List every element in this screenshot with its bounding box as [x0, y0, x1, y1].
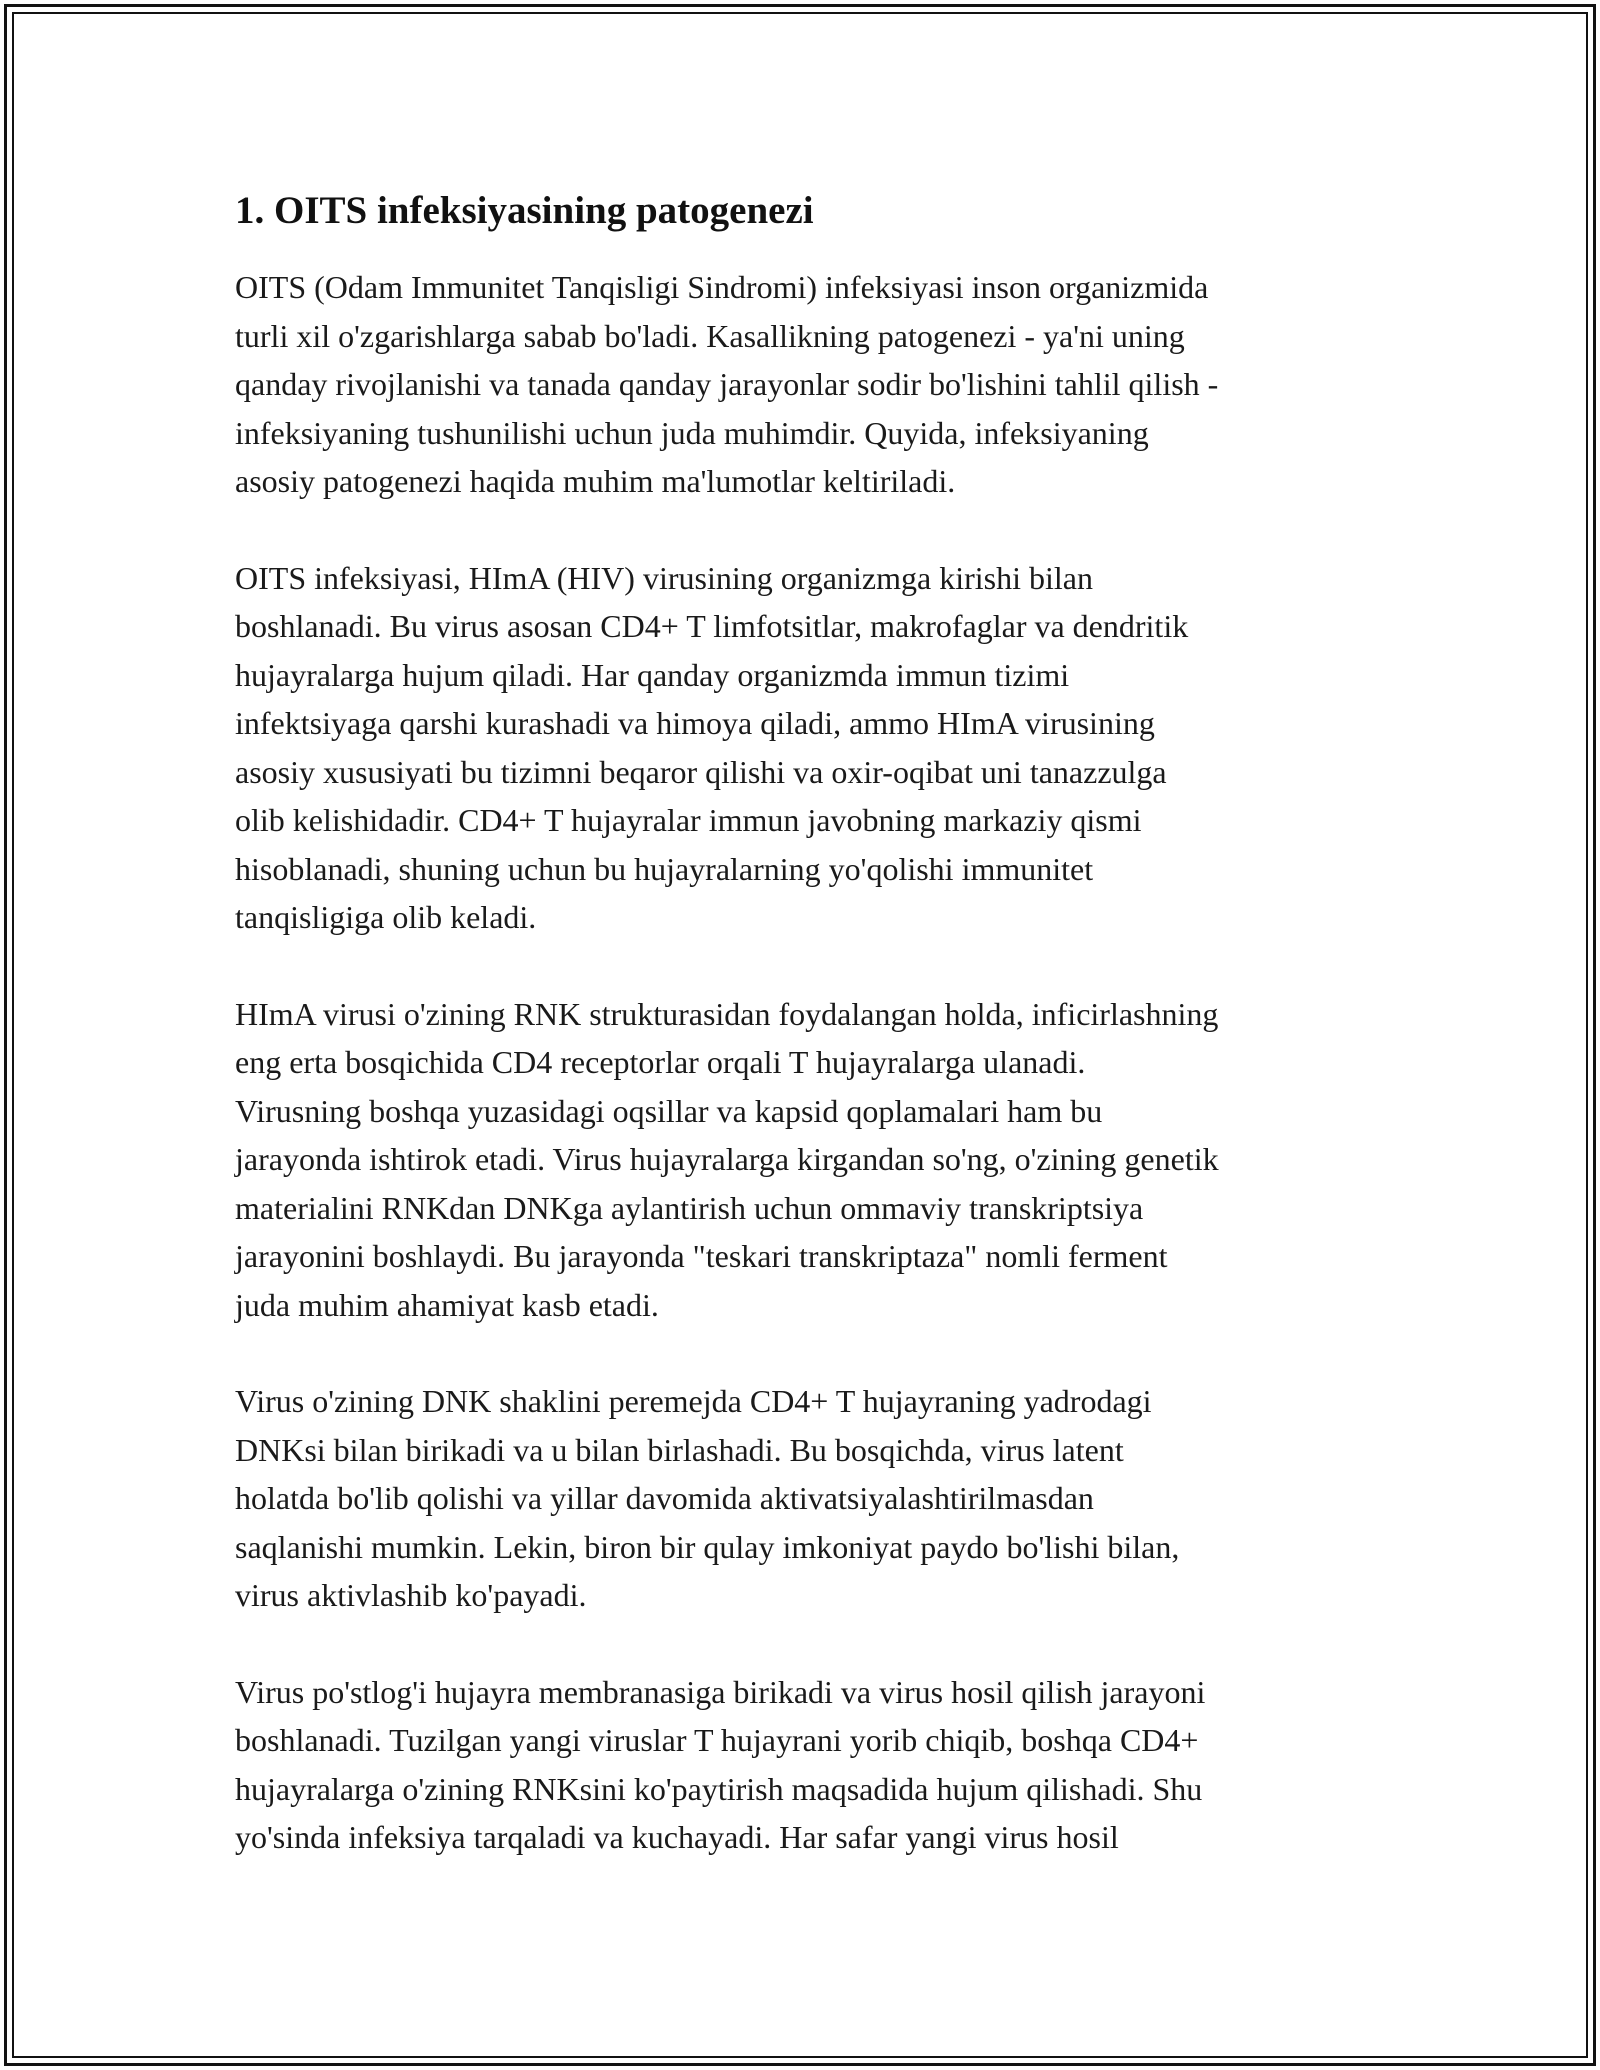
text-line: boshlanadi. Bu virus asosan CD4+ T limfotsitlar, makrofaglar va dendritik: [235, 608, 1189, 644]
paragraph-replication: [235, 1668, 1375, 1862]
text-line: DNKsi bilan birikadi va u bilan birlashadi. Bu bosqichda, virus latent: [235, 1431, 1124, 1468]
document-body: [235, 185, 1375, 1910]
text-line: tanqisligiga olib keladi.: [235, 899, 537, 935]
text-line: juda muhim ahamiyat kasb etadi.: [235, 1286, 659, 1323]
text-line: holatda bo'lib qolishi va yillar davomida aktivatsiyalashtirilmasdan: [235, 1480, 1094, 1516]
text-line: OITS (Odam Immunitet Tanqisligi Sindromi) infeksiyasi inson organizmida: [235, 269, 1209, 305]
text-line: asosiy xususiyati bu tizimni beqaror qilishi va oxir-oqibat uni tanazzulga: [235, 753, 1167, 790]
paragraph-intro: [235, 263, 1375, 506]
text-line: jarayonda ishtirok etadi. Virus hujayralarga kirgandan so'ng, o'zining genetik: [235, 1141, 1219, 1177]
paragraph-virus-entry: [235, 990, 1375, 1330]
text-line: asosiy patogenezi haqida muhim ma'lumotlar keltiriladi.: [235, 463, 956, 499]
text-line: Virus po'stlog'i hujayra membranasiga birikadi va virus hosil qilish jarayoni: [235, 1673, 1206, 1710]
text-line: hujayralarga hujum qiladi. Har qanday organizmda immun tizimi: [235, 656, 1070, 693]
text-line: boshlanadi. Tuzilgan yangi viruslar T hujayrani yorib chiqib, boshqa CD4+: [235, 1722, 1199, 1758]
text-line: Virus o'zining DNK shaklini peremejda CD4+ T hujayraning yadrodagi: [235, 1383, 1152, 1419]
text-line: OITS infeksiyasi, HImA (HIV) virusining organizmga kirishi bilan: [235, 559, 1093, 596]
text-line: saqlanishi mumkin. Lekin, biron bir qulay imkoniyat paydo bo'lishi bilan,: [235, 1528, 1180, 1565]
paragraph-infection-start: [235, 554, 1375, 942]
text-line: materialini RNKdan DNKga aylantirish uchun ommaviy transkriptsiya: [235, 1189, 1144, 1226]
text-line: eng erta bosqichida CD4 receptorlar orqali T hujayralarga ulanadi.: [235, 1044, 1086, 1080]
text-line: Virusning boshqa yuzasidagi oqsillar va kapsid qoplamalari ham bu: [235, 1092, 1103, 1129]
text-line: infektsiyaga qarshi kurashadi va himoya qiladi, ammo HImA virusining: [235, 705, 1155, 741]
text-line: HImA virusi o'zining RNK strukturasidan foydalangan holda, inficirlashning: [235, 995, 1219, 1032]
text-line: turli xil o'zgarishlarga sabab bo'ladi. Kasallikning patogenezi - ya'ni uning: [235, 317, 1185, 354]
text-line: olib kelishidadir. CD4+ T hujayralar immun javobning markaziy qismi: [235, 802, 1142, 838]
text-line: yo'sinda infeksiya tarqaladi va kuchayadi. Har safar yangi virus hosil: [235, 1819, 1119, 1855]
section-heading: 1. OITS infeksiyasining patogenezi: [235, 189, 814, 232]
text-line: jarayonini boshlaydi. Bu jarayonda "teskari transkriptaza" nomli ferment: [235, 1238, 1168, 1274]
text-line: hujayralarga o'zining RNKsini ko'paytirish maqsadida hujum qilishadi. Shu: [235, 1770, 1203, 1807]
text-line: qanday rivojlanishi va tanada qanday jarayonlar sodir bo'lishini tahlil qilish -: [235, 366, 1219, 402]
text-line: hisoblanadi, shuning uchun bu hujayralarning yo'qolishi immunitet: [235, 850, 1094, 887]
text-line: virus aktivlashib ko'payadi.: [235, 1577, 587, 1613]
text-line: infeksiyaning tushunilishi uchun juda muhimdir. Quyida, infeksiyaning: [235, 414, 1149, 451]
paragraph-integration: [235, 1377, 1375, 1620]
